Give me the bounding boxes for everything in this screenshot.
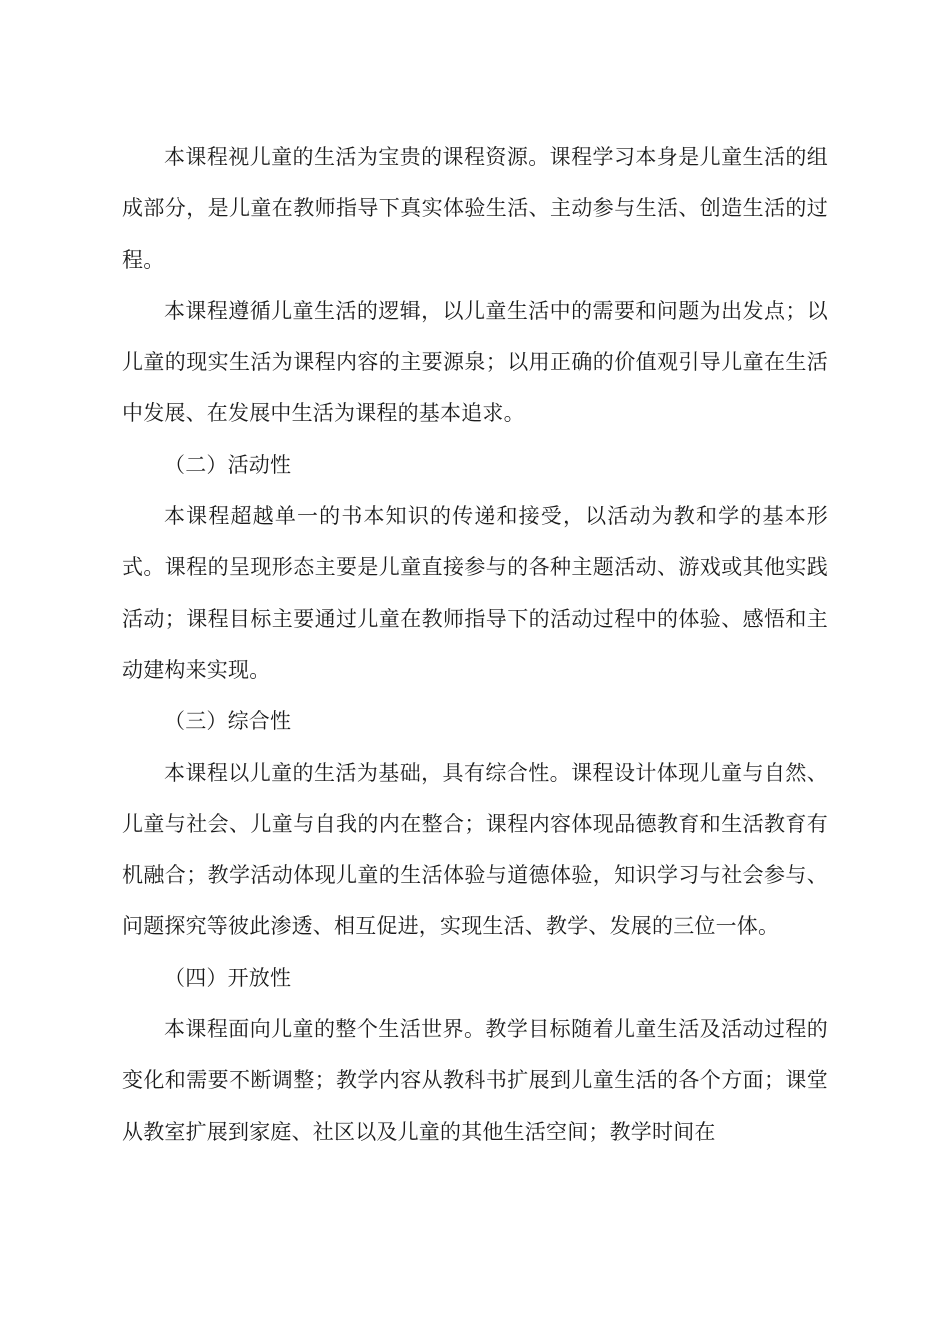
document-body xyxy=(122,132,828,1158)
paragraph-activity: 本课程超越单一的书本知识的传递和接受，以活动为教和学的基本形式。课程的呈现形态主要是儿童直接参与的各种主题活动、游戏或其他实践活动；课程目标主要通过儿童在教师指导下的活动过程中的体验、感悟和主动建构来实现。 xyxy=(122,504,828,682)
paragraph-openness: 本课程面向儿童的整个生活世界。教学目标随着儿童生活及活动过程的变化和需要不断调整；教学内容从教科书扩展到儿童生活的各个方面；课堂从教室扩展到家庭、社区以及儿童的其他生活空间；教学时间在 xyxy=(122,1017,828,1144)
section-heading-activity: （二）活动性 xyxy=(164,452,292,477)
paragraph-life-logic: 本课程遵循儿童生活的逻辑，以儿童生活中的需要和问题为出发点；以儿童的现实生活为课程内容的主要源泉；以用正确的价值观引导儿童在生活中发展、在发展中生活为课程的基本追求。 xyxy=(122,298,828,426)
section-heading-openness: （四）开放性 xyxy=(164,965,292,990)
paragraph-life-resource: 本课程视儿童的生活为宝贵的课程资源。课程学习本身是儿童生活的组成部分，是儿童在教师指导下真实体验生活、主动参与生活、创造生活的过程。 xyxy=(122,145,828,272)
paragraph-comprehensive: 本课程以儿童的生活为基础，具有综合性。课程设计体现儿童与自然、儿童与社会、儿童与自我的内在整合；课程内容体现品德教育和生活教育有机融合；教学活动体现儿童的生活体验与道德体验，知识学习与社会参与、问题探究等彼此渗透、相互促进，实现生活、教学、发展的三位一体。 xyxy=(122,760,828,939)
section-heading-comprehensive: （三）综合性 xyxy=(164,709,292,734)
